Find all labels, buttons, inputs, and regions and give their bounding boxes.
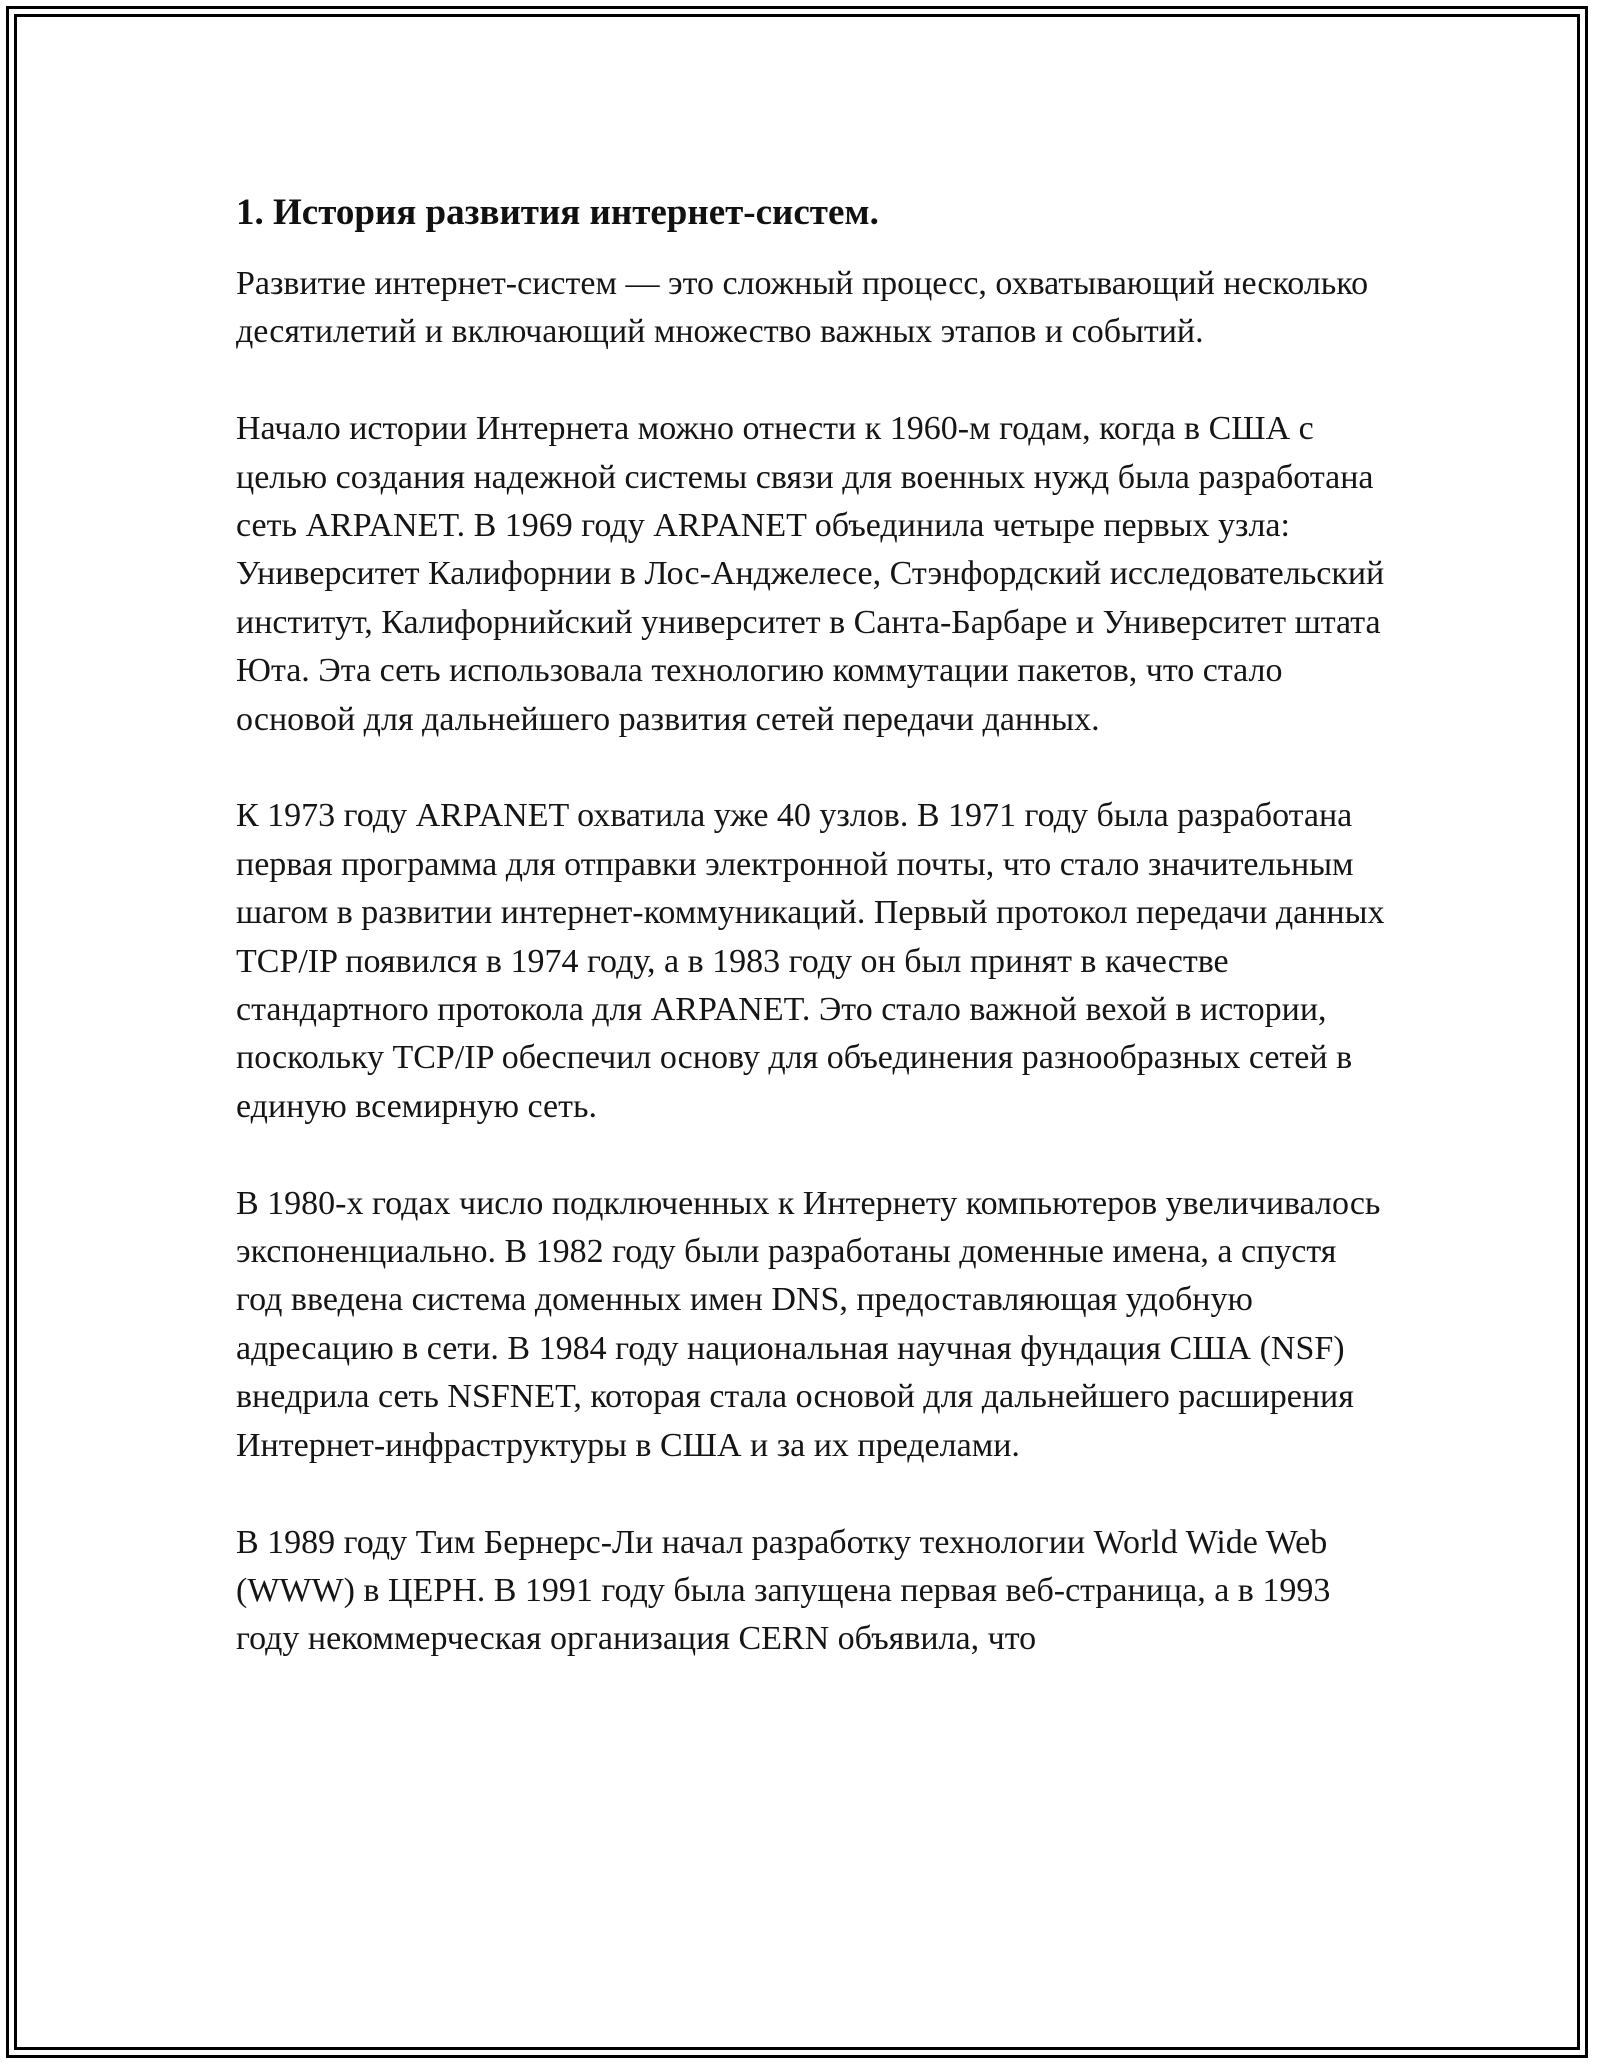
paragraph-www: В 1989 году Тим Бернерс-Ли начал разработку технологии World Wide Web (WWW) в ЦЕРН. В 1991 году была запущена первая веб-страница, а в 1993 году некоммерческая организация CERN объявила, что <box>236 1523 1331 1658</box>
paragraph-tcp-ip: К 1973 году ARPANET охватила уже 40 узлов. В 1971 году была разработана первая программа для отправки электронной почты, что стало значительным шагом в развитии интернет-коммуникаций. Первый протокол передачи данных TCP/IP появился в 1974 году, а в 1983 году он был принят в качестве стандартного протокола для ARPANET. Это стало важной вехой в истории, поскольку TCP/IP обеспечил основу для объединения разнообразных сетей в единую всемирную сеть. <box>236 797 1385 1125</box>
paragraph-arpanet: Начало истории Интернета можно отнести к 1960-м годам, когда в США с целью создания надежной системы связи для военных нужд была разработана сеть ARPANET. В 1969 году ARPANET объединила четыре первых узла: Университет Калифорнии в Лос-Анджелесе, Стэнфордский исследовательский институт, Калифорнийский университет в Санта-Барбаре и Университет штата Юта. Эта сеть использовала технологию коммутации пакетов, что стало основой для дальнейшего развития сетей передачи данных. <box>236 410 1385 738</box>
section-heading: 1. История развития интернет-систем. <box>236 192 879 233</box>
paragraph-dns-nsfnet: В 1980-х годах число подключенных к Интернету компьютеров увеличивалось экспоненциально. В 1982 году были разработаны доменные имена, а спустя год введена система доменных имен DNS, предоставляющая удобную адресацию в сети. В 1984 году национальная научная фундация США (NSF) внедрила сеть NSFNET, которая стала основой для дальнейшего расширения Интернет-инфраструктуры в США и за их пределами. <box>236 1184 1381 1464</box>
document-body <box>236 188 1386 1712</box>
paragraph-intro: Развитие интернет-систем — это сложный процесс, охватывающий несколько десятилетий и включающий множество важных этапов и событий. <box>236 265 1369 351</box>
